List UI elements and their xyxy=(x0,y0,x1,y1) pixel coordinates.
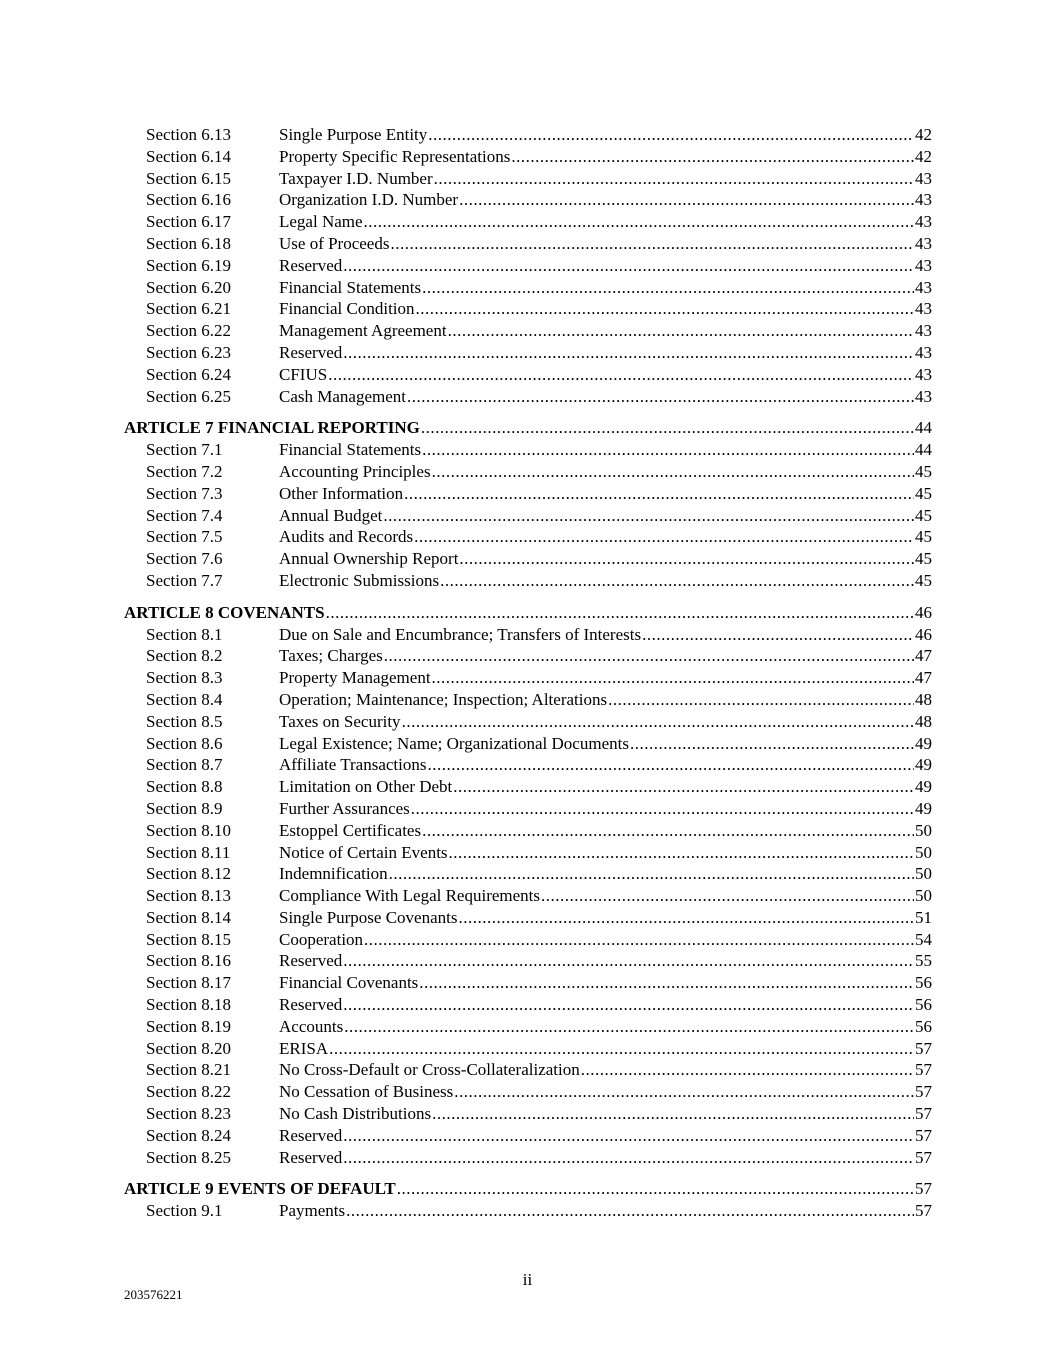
dot-leader xyxy=(421,417,914,439)
toc-section-entry[interactable] xyxy=(124,624,932,646)
toc-section-number: Section 8.25 xyxy=(146,1147,231,1167)
toc-section-number: Section 7.4 xyxy=(146,505,223,525)
toc-page-number: 57 xyxy=(915,1104,932,1124)
toc-entry-title: Organization I.D. Number xyxy=(279,190,459,210)
toc-page-number: 45 xyxy=(915,461,932,481)
toc-entry-title: Reserved xyxy=(279,255,343,275)
toc-section-entry[interactable] xyxy=(124,1147,932,1169)
toc-entry-title: ARTICLE 9 EVENTS OF DEFAULT xyxy=(124,1179,396,1199)
toc-page-number: 54 xyxy=(915,929,932,949)
toc-section-number: Section 8.6 xyxy=(146,733,223,753)
toc-section-number: Section 8.17 xyxy=(146,973,231,993)
dot-leader xyxy=(511,146,914,168)
toc-entry-title: Annual Ownership Report xyxy=(279,549,459,569)
toc-section-entry[interactable] xyxy=(124,972,932,994)
dot-leader xyxy=(541,885,914,907)
toc-page-number: 57 xyxy=(915,1147,932,1167)
toc-article-entry[interactable] xyxy=(124,602,932,624)
toc-page-number: 49 xyxy=(915,777,932,797)
toc-page-number: 48 xyxy=(915,711,932,731)
toc-section-entry[interactable] xyxy=(124,505,932,527)
toc-section-entry[interactable] xyxy=(124,168,932,190)
dot-leader xyxy=(404,483,914,505)
toc-section-number: Section 6.17 xyxy=(146,212,231,232)
toc-section-number: Section 7.7 xyxy=(146,570,223,590)
toc-section-entry[interactable] xyxy=(124,820,932,842)
toc-section-entry[interactable] xyxy=(124,1038,932,1060)
toc-entry-title: Taxes; Charges xyxy=(279,646,383,666)
toc-section-number: Section 8.21 xyxy=(146,1060,231,1080)
toc-entry-title: Limitation on Other Debt xyxy=(279,777,453,797)
dot-leader xyxy=(581,1059,914,1081)
toc-section-number: Section 6.22 xyxy=(146,321,231,341)
toc-section-number: Section 7.2 xyxy=(146,461,223,481)
dot-leader xyxy=(407,386,914,408)
dot-leader xyxy=(326,602,914,624)
toc-entry-title: Reserved xyxy=(279,1147,343,1167)
toc-page-number: 43 xyxy=(915,277,932,297)
dot-leader xyxy=(428,124,914,146)
toc-section-entry[interactable] xyxy=(124,548,932,570)
toc-section-number: Section 8.15 xyxy=(146,929,231,949)
toc-section-entry[interactable] xyxy=(124,298,932,320)
toc-section-number: Section 6.14 xyxy=(146,146,231,166)
toc-section-number: Section 6.24 xyxy=(146,364,231,384)
toc-section-number: Section 8.19 xyxy=(146,1016,231,1036)
toc-page-number: 43 xyxy=(915,386,932,406)
toc-page-number: 45 xyxy=(915,527,932,547)
toc-entry-title: Single Purpose Entity xyxy=(279,125,428,144)
toc-page-number: 55 xyxy=(915,951,932,971)
toc-section-entry[interactable] xyxy=(124,1200,932,1222)
toc-page-number: 50 xyxy=(915,886,932,906)
dot-leader xyxy=(440,570,914,592)
toc-section-entry[interactable] xyxy=(124,842,932,864)
toc-page-number: 45 xyxy=(915,570,932,590)
dot-leader xyxy=(344,1016,914,1038)
toc-page-number: 49 xyxy=(915,733,932,753)
toc-section-number: Section 8.2 xyxy=(146,646,223,666)
toc-section-entry[interactable] xyxy=(124,950,932,972)
toc-page-number: 51 xyxy=(915,907,932,927)
toc-entry-title: ERISA xyxy=(279,1038,329,1058)
toc-entry-title: Due on Sale and Encumbrance; Transfers of Interests xyxy=(279,624,642,644)
table-of-contents xyxy=(124,124,932,1222)
dot-leader xyxy=(416,298,914,320)
toc-page-number: 50 xyxy=(915,820,932,840)
toc-section-entry[interactable] xyxy=(124,667,932,689)
toc-section-entry[interactable] xyxy=(124,689,932,711)
dot-leader xyxy=(642,624,914,646)
toc-entry-title: Indemnification xyxy=(279,864,388,884)
toc-entry-title: Reserved xyxy=(279,342,343,362)
page-number: ii xyxy=(522,1270,533,1289)
toc-page-number: 56 xyxy=(915,1016,932,1036)
toc-entry-title: Single Purpose Covenants xyxy=(279,907,458,927)
toc-section-number: Section 8.3 xyxy=(146,668,223,688)
toc-entry-title: Annual Budget xyxy=(279,505,383,525)
dot-leader xyxy=(411,798,914,820)
dot-leader xyxy=(422,820,914,842)
toc-page-number: 46 xyxy=(915,624,932,644)
toc-page-number: 45 xyxy=(915,483,932,503)
dot-leader xyxy=(346,1200,914,1222)
toc-entry-title: Reserved xyxy=(279,951,343,971)
toc-entry-title: Affiliate Transactions xyxy=(279,755,427,775)
toc-section-number: Section 8.23 xyxy=(146,1104,231,1124)
toc-section-entry[interactable] xyxy=(124,1016,932,1038)
toc-section-number: Section 8.5 xyxy=(146,711,223,731)
toc-section-number: Section 8.20 xyxy=(146,1038,231,1058)
dot-leader xyxy=(459,907,915,929)
toc-page-number: 43 xyxy=(915,364,932,384)
dot-leader xyxy=(432,461,914,483)
toc-section-entry[interactable] xyxy=(124,570,932,592)
toc-section-entry[interactable] xyxy=(124,386,932,408)
dot-leader xyxy=(343,342,914,364)
toc-section-number: Section 8.22 xyxy=(146,1082,231,1102)
toc-section-entry[interactable] xyxy=(124,1103,932,1125)
toc-article-entry[interactable] xyxy=(124,417,932,439)
toc-section-number: Section 7.1 xyxy=(146,440,223,460)
toc-entry-title: Taxes on Security xyxy=(279,711,401,731)
toc-entry-title: Property Management xyxy=(279,668,431,688)
toc-entry-title: ARTICLE 7 FINANCIAL REPORTING xyxy=(124,418,420,438)
toc-page-number: 47 xyxy=(915,668,932,688)
toc-entry-title: Reserved xyxy=(279,1125,343,1145)
toc-page-number: 45 xyxy=(915,549,932,569)
toc-page-number: 43 xyxy=(915,299,932,319)
toc-section-entry[interactable] xyxy=(124,342,932,364)
dot-leader xyxy=(459,189,914,211)
toc-section-entry[interactable] xyxy=(124,364,932,386)
toc-section-number: Section 8.11 xyxy=(146,842,231,862)
toc-page-number: 47 xyxy=(915,646,932,666)
toc-page-number: 43 xyxy=(915,168,932,188)
toc-section-number: Section 8.24 xyxy=(146,1125,231,1145)
toc-page-number: 56 xyxy=(915,995,932,1015)
toc-entry-title: CFIUS xyxy=(279,364,328,384)
toc-page-number: 44 xyxy=(915,418,932,438)
toc-section-number: Section 8.16 xyxy=(146,951,231,971)
toc-page-number: 43 xyxy=(915,342,932,362)
dot-leader xyxy=(449,842,914,864)
dot-leader xyxy=(459,548,914,570)
toc-page-number: 49 xyxy=(915,755,932,775)
toc-section-entry[interactable] xyxy=(124,907,932,929)
toc-section-entry[interactable] xyxy=(124,711,932,733)
toc-entry-title: Audits and Records xyxy=(279,527,414,547)
toc-entry-title: Electronic Submissions xyxy=(279,570,440,590)
dot-leader xyxy=(384,645,914,667)
dot-leader xyxy=(343,1125,914,1147)
toc-entry-title: Reserved xyxy=(279,995,343,1015)
toc-entry-title: Other Information xyxy=(279,483,404,503)
dot-leader xyxy=(432,667,914,689)
dot-leader xyxy=(397,1178,914,1200)
toc-section-entry[interactable] xyxy=(124,124,932,146)
toc-entry-title: Management Agreement xyxy=(279,321,447,341)
toc-section-entry[interactable] xyxy=(124,439,932,461)
toc-entry-title: No Cessation of Business xyxy=(279,1082,454,1102)
toc-page-number: 42 xyxy=(915,125,932,144)
toc-entry-title: Operation; Maintenance; Inspection; Alterations xyxy=(279,689,608,709)
toc-entry-title: No Cross-Default or Cross-Collateralization xyxy=(279,1060,580,1080)
toc-entry-title: Payments xyxy=(279,1201,346,1221)
toc-section-entry[interactable] xyxy=(124,483,932,505)
toc-page-number: 44 xyxy=(915,440,932,460)
dot-leader xyxy=(343,994,914,1016)
toc-section-entry[interactable] xyxy=(124,798,932,820)
toc-section-entry[interactable] xyxy=(124,776,932,798)
toc-section-entry[interactable] xyxy=(124,929,932,951)
toc-section-number: Section 6.15 xyxy=(146,168,231,188)
toc-entry-title: No Cash Distributions xyxy=(279,1104,432,1124)
toc-page-number: 43 xyxy=(915,255,932,275)
toc-page-number: 57 xyxy=(915,1082,932,1102)
toc-section-number: Section 8.10 xyxy=(146,820,231,840)
toc-page-number: 50 xyxy=(915,842,932,862)
toc-section-entry[interactable] xyxy=(124,211,932,233)
toc-section-entry[interactable] xyxy=(124,277,932,299)
toc-entry-title: Notice of Certain Events xyxy=(279,842,448,862)
toc-section-number: Section 6.13 xyxy=(146,125,231,144)
toc-page-number: 57 xyxy=(915,1060,932,1080)
toc-section-entry[interactable] xyxy=(124,994,932,1016)
dot-leader xyxy=(453,776,914,798)
toc-section-number: Section 7.3 xyxy=(146,483,223,503)
toc-section-number: Section 6.21 xyxy=(146,299,231,319)
toc-page-number: 57 xyxy=(915,1125,932,1145)
toc-entry-title: Financial Statements xyxy=(279,277,422,297)
toc-page-number: 49 xyxy=(915,798,932,818)
toc-entry-title: ARTICLE 8 COVENANTS xyxy=(124,602,325,622)
toc-page-number: 43 xyxy=(915,190,932,210)
toc-section-number: Section 8.14 xyxy=(146,907,231,927)
toc-page-number: 45 xyxy=(915,505,932,525)
dot-leader xyxy=(343,1147,914,1169)
toc-section-entry[interactable] xyxy=(124,733,932,755)
toc-section-number: Section 8.13 xyxy=(146,886,231,906)
dot-leader xyxy=(427,754,914,776)
toc-entry-title: Financial Condition xyxy=(279,299,415,319)
dot-leader xyxy=(422,277,914,299)
toc-section-entry[interactable] xyxy=(124,189,932,211)
toc-section-number: Section 8.18 xyxy=(146,995,231,1015)
toc-section-entry[interactable] xyxy=(124,233,932,255)
toc-page-number: 56 xyxy=(915,973,932,993)
dot-leader xyxy=(329,1038,914,1060)
toc-section-number: Section 6.23 xyxy=(146,342,231,362)
dot-leader xyxy=(364,929,914,951)
dot-leader xyxy=(448,320,914,342)
dot-leader xyxy=(454,1081,914,1103)
toc-section-number: Section 8.1 xyxy=(146,624,223,644)
toc-page-number: 43 xyxy=(915,212,932,232)
toc-page-number: 57 xyxy=(915,1179,932,1199)
toc-page-number: 43 xyxy=(915,233,932,253)
toc-section-number: Section 8.12 xyxy=(146,864,231,884)
toc-entry-title: Accounting Principles xyxy=(279,461,431,481)
toc-section-entry[interactable] xyxy=(124,1081,932,1103)
toc-section-number: Section 8.7 xyxy=(146,755,223,775)
toc-section-entry[interactable] xyxy=(124,526,932,548)
toc-section-entry[interactable] xyxy=(124,1125,932,1147)
toc-section-number: Section 6.16 xyxy=(146,190,231,210)
dot-leader xyxy=(383,505,914,527)
toc-section-entry[interactable] xyxy=(124,320,932,342)
toc-entry-title: Further Assurances xyxy=(279,798,410,818)
toc-entry-title: Estoppel Certificates xyxy=(279,820,422,840)
toc-section-entry[interactable] xyxy=(124,885,932,907)
toc-section-number: Section 8.8 xyxy=(146,777,223,797)
toc-section-number: Section 6.19 xyxy=(146,255,231,275)
toc-entry-title: Taxpayer I.D. Number xyxy=(279,168,433,188)
toc-section-number: Section 6.20 xyxy=(146,277,231,297)
toc-page-number: 50 xyxy=(915,864,932,884)
toc-entry-title: Financial Statements xyxy=(279,440,422,460)
toc-page-number: 43 xyxy=(915,321,932,341)
toc-entry-title: Cash Management xyxy=(279,386,406,406)
toc-section-entry[interactable] xyxy=(124,255,932,277)
dot-leader xyxy=(390,233,914,255)
toc-page-number: 42 xyxy=(915,146,932,166)
dot-leader xyxy=(422,439,914,461)
toc-entry-title: Use of Proceeds xyxy=(279,233,390,253)
toc-section-number: Section 9.1 xyxy=(146,1201,223,1221)
toc-page-number: 48 xyxy=(915,689,932,709)
toc-section-entry[interactable] xyxy=(124,754,932,776)
toc-section-number: Section 7.5 xyxy=(146,527,223,547)
toc-section-number: Section 7.6 xyxy=(146,549,223,569)
dot-leader xyxy=(364,211,914,233)
dot-leader xyxy=(434,168,914,190)
dot-leader xyxy=(608,689,914,711)
toc-section-entry[interactable] xyxy=(124,1059,932,1081)
toc-section-entry[interactable] xyxy=(124,146,932,168)
toc-section-entry[interactable] xyxy=(124,461,932,483)
toc-entry-title: Legal Existence; Name; Organizational Documents xyxy=(279,733,629,753)
document-id: 203576221 xyxy=(124,1287,183,1302)
dot-leader xyxy=(414,526,914,548)
toc-section-number: Section 6.25 xyxy=(146,386,231,406)
toc-section-entry[interactable] xyxy=(124,863,932,885)
toc-page-number: 46 xyxy=(915,602,932,622)
toc-article-entry[interactable] xyxy=(124,1178,932,1200)
toc-entry-title: Cooperation xyxy=(279,929,364,949)
toc-section-number: Section 8.9 xyxy=(146,798,223,818)
toc-entry-title: Financial Covenants xyxy=(279,973,419,993)
toc-section-number: Section 6.18 xyxy=(146,233,231,253)
toc-entry-title: Legal Name xyxy=(279,212,363,232)
dot-leader xyxy=(630,733,914,755)
dot-leader xyxy=(432,1103,914,1125)
toc-entry-title: Property Specific Representations xyxy=(279,146,511,166)
toc-entry-title: Compliance With Legal Requirements xyxy=(279,886,541,906)
dot-leader xyxy=(419,972,914,994)
toc-section-entry[interactable] xyxy=(124,645,932,667)
dot-leader xyxy=(402,711,914,733)
toc-entry-title: Accounts xyxy=(279,1016,344,1036)
toc-section-number: Section 8.4 xyxy=(146,689,223,709)
dot-leader xyxy=(343,950,914,972)
toc-page-number: 57 xyxy=(915,1038,932,1058)
dot-leader xyxy=(389,863,914,885)
dot-leader xyxy=(328,364,914,386)
dot-leader xyxy=(343,255,914,277)
toc-page-number: 57 xyxy=(915,1201,932,1221)
